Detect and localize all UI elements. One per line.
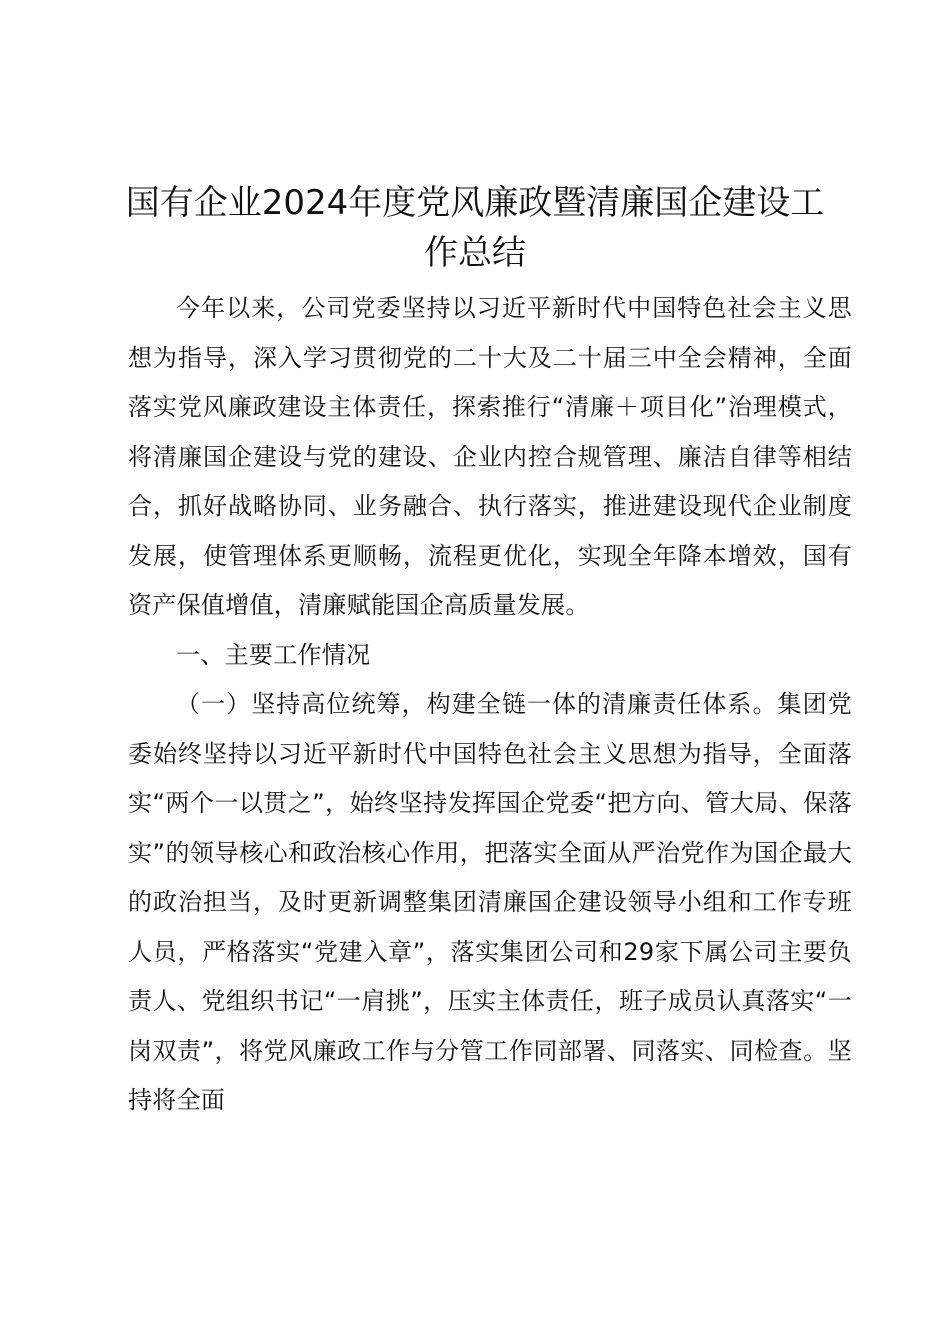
document-title: 国有企业2024年度党风廉政暨清廉国企建设工作总结 xyxy=(125,183,825,273)
section-heading: 一、主要工作情况 xyxy=(176,640,371,669)
intro-paragraph: 今年以来，公司党委坚持以习近平新时代中国特色社会主义思想为指导，深入学习贯彻党的二十大及二十届三中全会精神，全面落实党风廉政建设主体责任，探索推行“清廉＋项目化”治理模式，将清廉国企建设与党的建设、企业内控合规管理、廉洁自律等相结合，抓好战略协同、业务融合、执行落实，推进建设现代企业制度发展，使管理体系更顺畅，流程更优化，实现全年降本增效，国有资产保值增值，清廉赋能国企高质量发展。 xyxy=(128,294,852,619)
section-1-paragraph: （一）坚持高位统筹，构建全链一体的清廉责任体系。集团党委始终坚持以习近平新时代中国特色社会主义思想为指导，全面落实“两个一以贯之”，始终坚持发挥国企党委“把方向、管大局、保落实”的领导核心和政治核心作用，把落实全面从严治党作为国企最大的政治担当，及时更新调整集团清廉国企建设领导小组和工作专班人员，严格落实“党建入章”，落实集团公司和29家下属公司主要负责人、党组织书记“一肩挑”，压实主体责任，班子成员认真落实“一岗双责”，将党风廉政工作与分管工作同部署、同落实、同检查。坚持将全面 xyxy=(128,690,852,1114)
document-body xyxy=(128,284,852,1126)
